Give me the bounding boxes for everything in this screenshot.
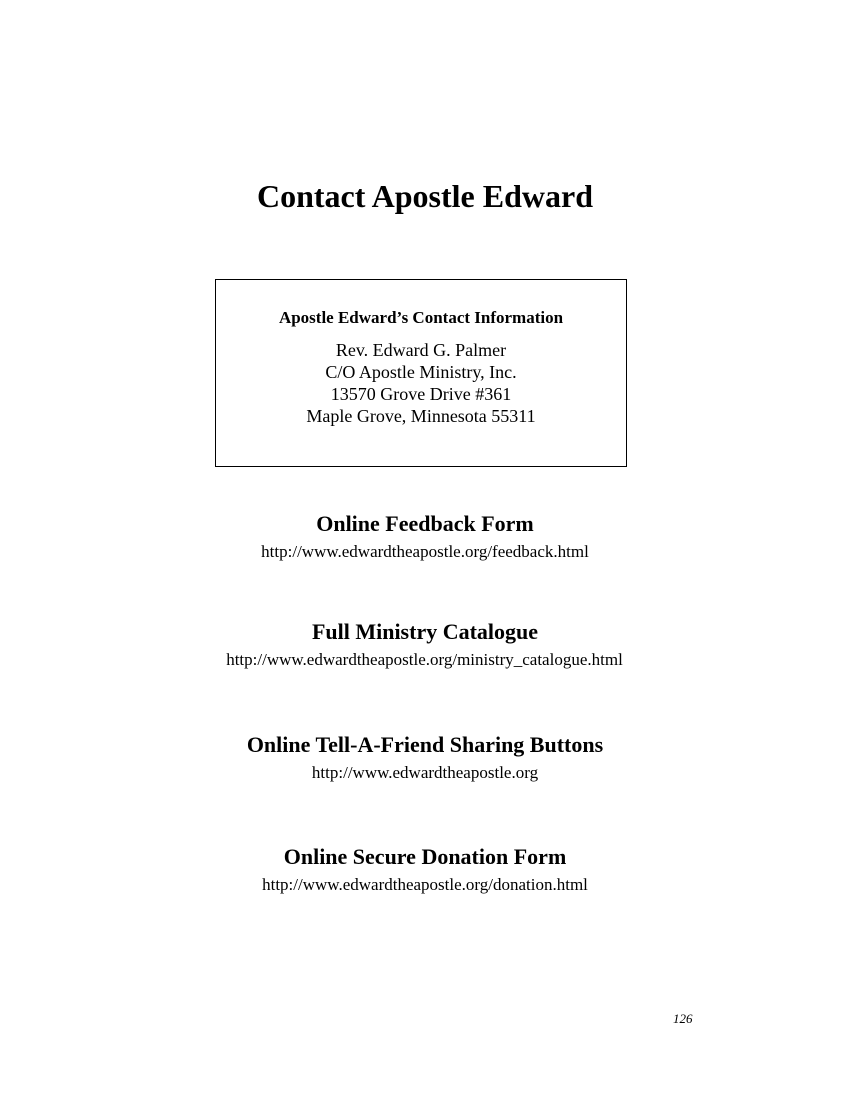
contact-name-line: Rev. Edward G. Palmer <box>335 340 507 360</box>
donation-form-heading: Online Secure Donation Form <box>283 844 567 869</box>
contact-street-line: 13570 Grove Drive #361 <box>330 384 512 404</box>
contact-organization-line: C/O Apostle Ministry, Inc. <box>325 362 517 382</box>
ministry-catalogue-heading: Full Ministry Catalogue <box>311 619 539 644</box>
tell-a-friend-link[interactable]: http://www.edwardtheapostle.org <box>311 763 539 782</box>
contact-info-box <box>215 279 627 467</box>
page-number: 126 <box>673 1011 693 1026</box>
contact-address <box>216 339 626 427</box>
ministry-catalogue-section <box>0 618 850 671</box>
tell-a-friend-heading: Online Tell-A-Friend Sharing Buttons <box>246 732 604 757</box>
contact-info-heading: Apostle Edward’s Contact Information <box>278 308 564 327</box>
feedback-form-link[interactable]: http://www.edwardtheapostle.org/feedback.html <box>261 542 589 561</box>
ministry-catalogue-link[interactable]: http://www.edwardtheapostle.org/ministry_catalogue.html <box>226 650 623 669</box>
feedback-form-heading: Online Feedback Form <box>316 511 534 536</box>
contact-city-line: Maple Grove, Minnesota 55311 <box>306 406 536 426</box>
donation-form-section <box>0 843 850 896</box>
donation-form-link[interactable]: http://www.edwardtheapostle.org/donation.html <box>262 875 588 894</box>
page-title: Contact Apostle Edward <box>256 178 593 214</box>
feedback-form-section <box>0 510 850 563</box>
tell-a-friend-section <box>0 731 850 784</box>
